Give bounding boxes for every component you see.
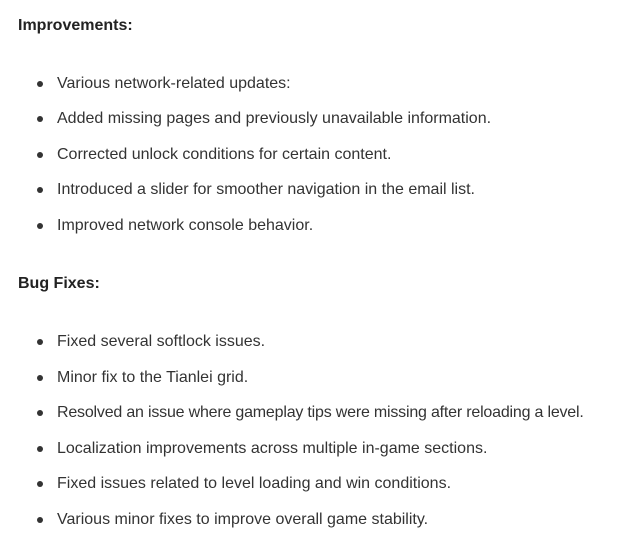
list-item-text: Various minor fixes to improve overall game stability. <box>57 511 429 528</box>
bullet-icon <box>37 81 43 87</box>
list-item-text: Resolved an issue where gameplay tips were missing after reloading a level. <box>57 404 584 421</box>
bullet-icon <box>37 339 43 345</box>
list-item-text: Fixed issues related to level loading and win conditions. <box>57 475 452 492</box>
improvements-heading: Improvements: <box>18 17 133 34</box>
bullet-icon <box>37 481 43 487</box>
list-item-text: Localization improvements across multiple in-game sections. <box>57 440 488 457</box>
list-item-text: Various network-related updates: <box>57 75 291 92</box>
list-item-text: Added missing pages and previously unavailable information. <box>57 110 492 127</box>
bullet-icon <box>37 375 43 381</box>
bullet-icon <box>37 410 43 416</box>
list-item-text: Introduced a slider for smoother navigation in the email list. <box>57 181 475 198</box>
list-item-text: Minor fix to the Tianlei grid. <box>57 369 249 386</box>
bullet-icon <box>37 187 43 193</box>
bullet-icon <box>37 517 43 523</box>
bullet-icon <box>37 446 43 452</box>
list-item-text: Corrected unlock conditions for certain content. <box>57 146 392 163</box>
list-item-text: Fixed several softlock issues. <box>57 333 266 350</box>
bug-fixes-heading: Bug Fixes: <box>18 275 100 292</box>
bullet-icon <box>37 223 43 229</box>
list-item-text: Improved network console behavior. <box>57 217 314 234</box>
bullet-icon <box>37 152 43 158</box>
bullet-icon <box>37 116 43 122</box>
